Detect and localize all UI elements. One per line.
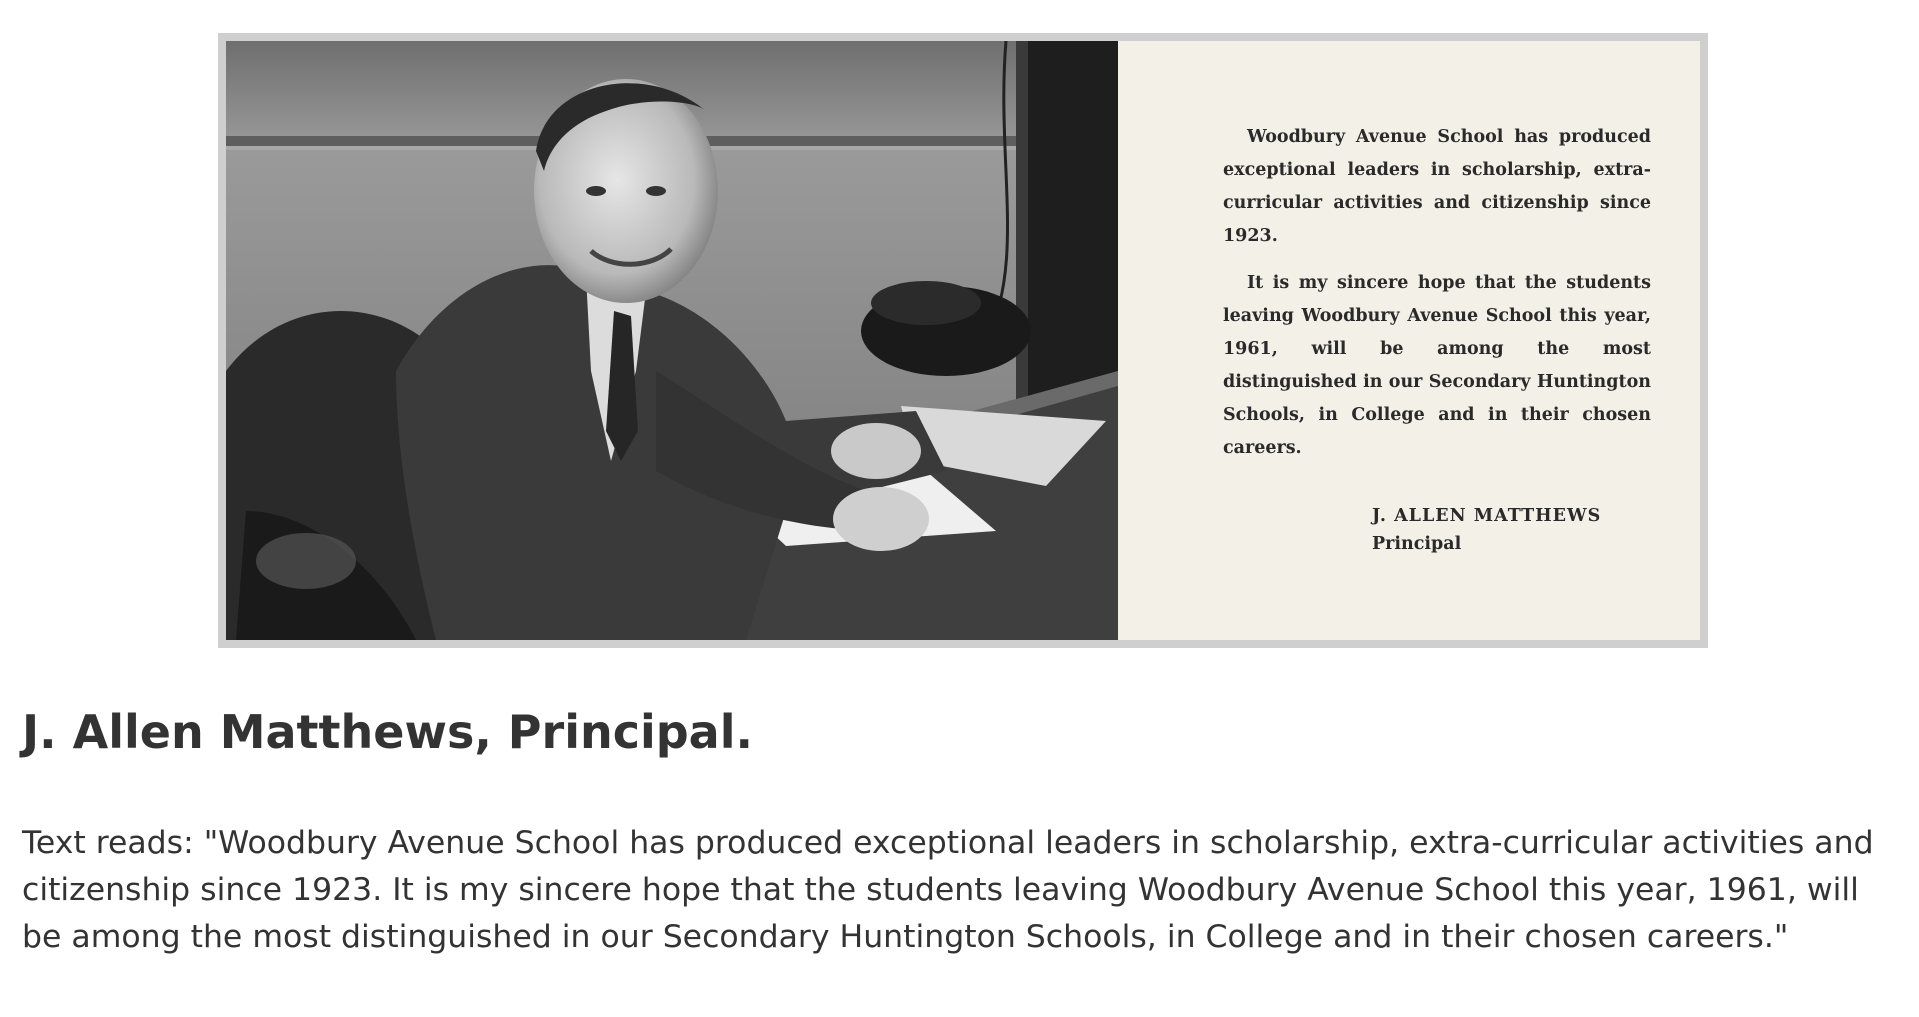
signature-name: J. ALLEN MATTHEWS	[1372, 506, 1602, 526]
yearbook-figure	[218, 33, 1708, 648]
letter-signature	[1372, 501, 1601, 557]
signature-title: Principal	[1372, 534, 1462, 554]
letter-paragraph-1: Woodbury Avenue School has produced exceptional leaders in scholarship, extra-curricular activities and citizenship since 1923.	[1223, 127, 1651, 246]
letter-paragraph-2: It is my sincere hope that the students leaving Woodbury Avenue School this year, 1961, will be among the most distinguished in our Secondary Huntington Schools, in College and in their chosen careers.	[1223, 273, 1651, 458]
principal-photo-icon	[226, 41, 1118, 640]
principal-photo	[226, 41, 1118, 640]
principal-letter	[1118, 41, 1700, 640]
letter-body	[1223, 121, 1651, 479]
caption-text: Text reads: "Woodbury Avenue School has produced exceptional leaders in scholarship, extra-curricular activities and citizenship since 1923. It is my sincere hope that the students leaving Woodbury Avenue School this year, 1961, will be among the most distinguished in our Secondary Huntington Schools, in College and in their chosen careers."	[22, 825, 1874, 955]
caption-title: J. Allen Matthews, Principal.	[22, 705, 753, 759]
